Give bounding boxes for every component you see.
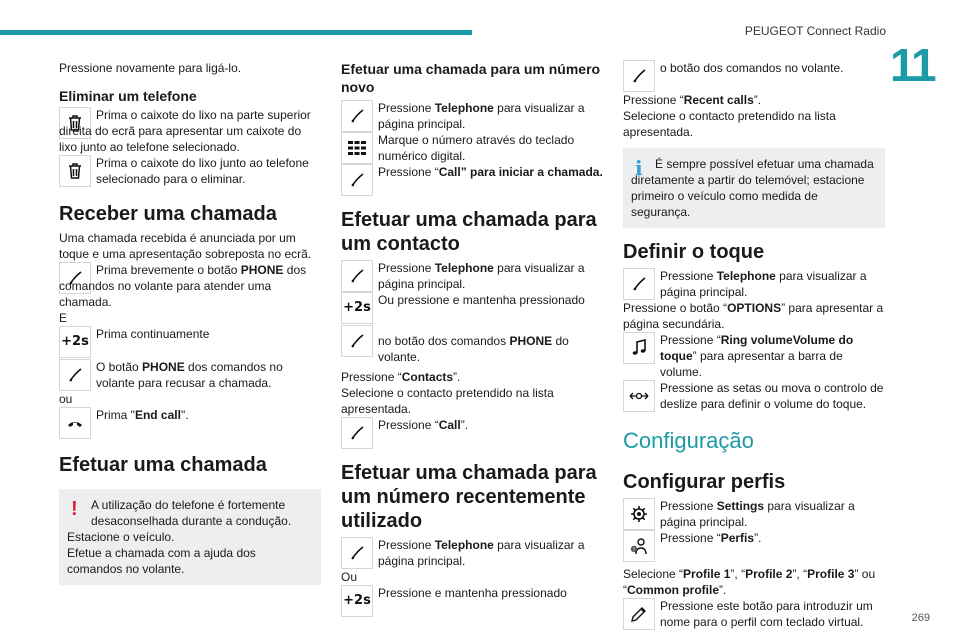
profiles-step-1 xyxy=(623,498,885,530)
column-1 xyxy=(59,60,321,585)
ring-step-3 xyxy=(623,380,885,412)
touch-icon xyxy=(623,268,655,300)
new-number-step-3-text: Pressione “Call” para iniciar a chamada. xyxy=(378,165,603,179)
recent-step-1-text: Pressione Telephone para visualizar a página principal. xyxy=(378,538,585,568)
receive-text: Uma chamada recebida é anunciada por um toque e uma apresentação sobreposta no ecrã. xyxy=(59,231,312,261)
receive-step-3 xyxy=(59,359,321,391)
info-note xyxy=(623,148,885,228)
contact-p2: Selecione o contacto pretendido na lista apresentada. xyxy=(341,386,554,416)
receive-call-heading: Receber uma chamada xyxy=(59,203,277,225)
ring-step-1-text: Pressione Telephone para visualizar a página principal. xyxy=(660,269,867,299)
profiles-heading: Configurar perfis xyxy=(623,471,786,493)
intro-text: Pressione novamente para ligá-lo. xyxy=(59,61,242,75)
recent-step-3-text: o botão dos comandos no volante. xyxy=(660,61,844,75)
two-seconds-icon: +2s xyxy=(341,292,373,324)
phone-wheel-icon xyxy=(59,359,91,391)
column-3 xyxy=(623,60,885,630)
delete-step-1 xyxy=(59,107,321,155)
ring-step-1 xyxy=(623,268,885,300)
contact-step-3-text: no botão dos comandos PHONE do volante. xyxy=(378,334,569,364)
contact-step-4-text: Pressione “Call”. xyxy=(378,418,469,432)
or-text-2: Ou xyxy=(341,570,358,584)
page-number: 269 xyxy=(911,612,930,624)
and-text: E xyxy=(59,311,68,325)
ring-step-2-text: Pressione “Ring volumeVolume do toque” para apresentar a barra de volume. xyxy=(660,333,854,379)
svg-text:?: ? xyxy=(632,547,636,554)
header-accent-bar xyxy=(0,30,472,35)
touch-icon xyxy=(341,260,373,292)
touch-icon xyxy=(341,164,373,196)
delete-step-2-text: Prima o caixote do lixo junto ao telefone selecionado para o eliminar. xyxy=(96,156,309,186)
profiles-step-1-text: Pressione Settings para visualizar a página principal. xyxy=(660,499,855,529)
profiles-p1: Selecione “Profile 1”, “Profile 2”, “Profile 3” ou “Common profile”. xyxy=(623,567,876,597)
column-2 xyxy=(341,60,603,617)
contact-step-3 xyxy=(341,325,603,365)
contact-call-heading: Efetuar uma chamada para um contacto xyxy=(341,209,597,255)
contact-step-2 xyxy=(341,292,603,324)
warning-icon: ! xyxy=(71,498,78,520)
two-seconds-icon: +2s xyxy=(59,326,91,358)
profiles-step-3 xyxy=(623,598,885,630)
new-number-step-2-text: Marque o número através do teclado numérico digital. xyxy=(378,133,575,163)
recent-step-1 xyxy=(341,537,603,569)
profiles-step-2 xyxy=(623,530,885,562)
contact-p1: Pressione “Contacts”. xyxy=(341,370,461,384)
keypad-icon xyxy=(341,132,373,164)
ring-heading: Definir o toque xyxy=(623,241,765,263)
ring-step-3-text: Pressione as setas ou mova o controlo de deslize para definir o volume do toque. xyxy=(660,381,884,411)
contact-step-2-text: Ou pressione e mantenha pressionado xyxy=(378,293,585,307)
new-number-step-1-text: Pressione Telephone para visualizar a página principal. xyxy=(378,101,585,131)
touch-icon xyxy=(341,100,373,132)
contact-step-1 xyxy=(341,260,603,292)
delete-step-2 xyxy=(59,155,321,187)
new-number-step-3 xyxy=(341,164,603,196)
recent-call-heading: Efetuar uma chamada para um número recentemente utilizado xyxy=(341,462,597,532)
info-text: É sempre possível efetuar uma chamada diretamente a partir do telemóvel; estacione primeiro o veículo como medida de segurança. xyxy=(631,157,874,219)
delete-phone-heading: Eliminar um telefone xyxy=(59,88,197,104)
music-note-icon xyxy=(623,332,655,364)
receive-step-2-text: Prima continuamente xyxy=(96,327,210,341)
recent-step-2-text: Pressione e mantenha pressionado xyxy=(378,586,567,600)
receive-step-4-text: Prima "End call". xyxy=(96,408,189,422)
receive-step-4 xyxy=(59,407,321,439)
profiles-step-2-text: Pressione “Perfis”. xyxy=(660,531,762,545)
recent-p2: Selecione o contacto pretendido na lista apresentada. xyxy=(623,109,836,139)
pencil-icon xyxy=(623,598,655,630)
warning-text: A utilização do telefone é fortemente desaconselhada durante a condução. xyxy=(91,498,292,528)
ring-step-2 xyxy=(623,332,885,380)
warning-line-2: Estacione o veículo. xyxy=(67,530,175,544)
ring-p1: Pressione o botão “OPTIONS” para apresentar a página secundária. xyxy=(623,301,884,331)
config-heading: Configuração xyxy=(623,428,754,453)
contact-step-1-text: Pressione Telephone para visualizar a página principal. xyxy=(378,261,585,291)
gear-icon xyxy=(623,498,655,530)
receive-step-1-text: Prima brevemente o botão PHONE dos comandos no volante para atender uma chamada. xyxy=(59,263,307,309)
delete-step-1-text: Prima o caixote do lixo na parte superior direita do ecrã para apresentar um caixote do lixo junto ao telefone selecionado. xyxy=(59,108,311,154)
touch-icon xyxy=(341,417,373,449)
recent-step-3 xyxy=(623,60,885,92)
recent-p1: Pressione “Recent calls”. xyxy=(623,93,762,107)
trash-icon xyxy=(59,155,91,187)
two-seconds-icon: +2s xyxy=(341,585,373,617)
recent-step-2 xyxy=(341,585,603,617)
profiles-step-3-text: Pressione este botão para introduzir um nome para o perfil com teclado virtual. xyxy=(660,599,873,629)
make-call-heading: Efetuar uma chamada xyxy=(59,454,267,476)
warning-note xyxy=(59,489,321,585)
phone-wheel-icon xyxy=(623,60,655,92)
new-number-heading: Efetuar uma chamada para um número novo xyxy=(341,61,601,95)
touch-icon xyxy=(341,537,373,569)
chapter-number: 11 xyxy=(890,39,935,91)
new-number-step-1 xyxy=(341,100,603,132)
receive-step-3-text: O botão PHONE dos comandos no volante para recusar a chamada. xyxy=(96,360,283,390)
warning-line-3: Efetue a chamada com a ajuda dos comandos no volante. xyxy=(67,546,256,576)
phone-wheel-icon xyxy=(341,325,373,357)
hang-up-icon xyxy=(59,407,91,439)
header-title: PEUGEOT Connect Radio xyxy=(744,24,886,38)
info-icon: i xyxy=(635,156,643,180)
profile-user-icon xyxy=(623,530,655,562)
new-number-step-2 xyxy=(341,132,603,164)
receive-step-2 xyxy=(59,326,321,358)
slider-arrows-icon xyxy=(623,380,655,412)
receive-step-1 xyxy=(59,262,321,310)
or-text: ou xyxy=(59,392,73,406)
contact-step-4 xyxy=(341,417,603,449)
